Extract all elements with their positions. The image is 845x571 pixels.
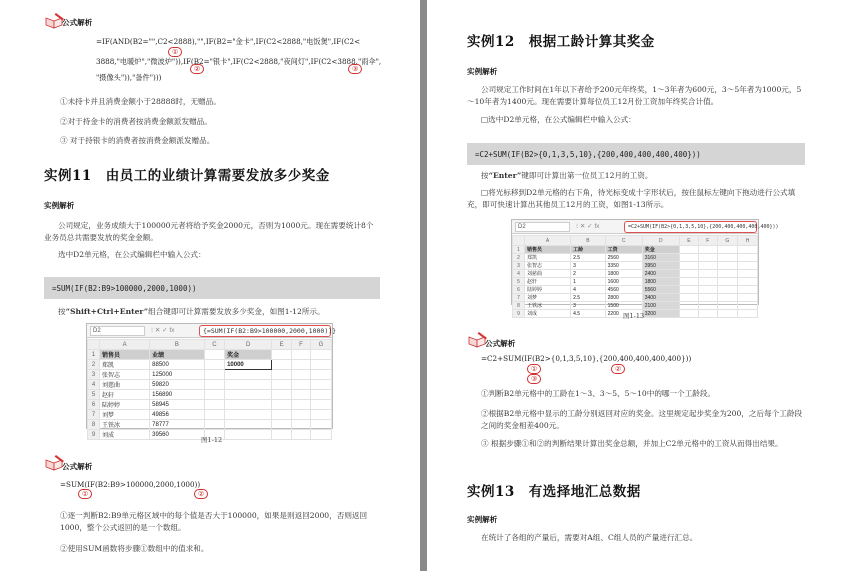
filled-cell[interactable]: 5560 <box>642 286 679 294</box>
col-header[interactable]: B <box>571 236 606 246</box>
cell[interactable] <box>204 390 224 400</box>
cell[interactable] <box>717 246 737 254</box>
col-header[interactable]: E <box>272 340 292 350</box>
cell[interactable] <box>291 430 310 440</box>
cell[interactable] <box>225 410 272 420</box>
filled-cell[interactable]: 3400 <box>642 294 679 302</box>
cell[interactable]: 2200 <box>605 310 642 318</box>
col-header[interactable]: A <box>100 340 150 350</box>
cell[interactable] <box>272 350 292 360</box>
row-number[interactable]: 2 <box>513 254 525 262</box>
example-11-subhead: 实例解析 <box>44 201 75 210</box>
cell[interactable]: 125000 <box>150 370 205 380</box>
analysis-point-2: ②根据B2单元格中显示的工龄分别返回对应的奖金。这里规定起步奖金为200，之后每个工龄段之间的奖金相差400元。 <box>481 409 803 430</box>
example-13-para1: 在统计了各组的产量后，需要对A组、C组人员的产量进行汇总。 <box>481 533 698 542</box>
cell[interactable]: 2 <box>571 270 606 278</box>
spreadsheet-figure-1-12 <box>86 323 337 439</box>
cell[interactable]: 刘梦 <box>525 294 571 302</box>
formula-text-line3: "摄像头")),"备件"))) <box>96 73 162 82</box>
shortcut-key: “Shift+Ctrl+Enter” <box>65 307 149 316</box>
analysis-point-1: ①判断B2单元格中的工龄在1～3、3～5、5～10中的哪一个工龄段。 <box>481 389 716 398</box>
row-number[interactable]: 4 <box>88 380 100 390</box>
cell[interactable] <box>679 270 698 278</box>
filled-cell[interactable]: 3200 <box>642 310 679 318</box>
cell[interactable] <box>291 420 310 430</box>
cell[interactable] <box>717 294 737 302</box>
example-13-title: 实例13 有选择地汇总数据 <box>467 484 641 500</box>
selected-cell[interactable]: 10000 <box>225 360 272 370</box>
left-page <box>0 0 420 571</box>
example-13-subhead: 实例解析 <box>467 515 498 524</box>
cell[interactable] <box>699 262 718 270</box>
cell[interactable]: 39560 <box>150 430 205 440</box>
cell[interactable] <box>291 400 310 410</box>
row-number[interactable]: 3 <box>513 262 525 270</box>
cell[interactable] <box>738 294 758 302</box>
cell[interactable] <box>310 380 331 390</box>
col-header[interactable]: E <box>679 236 698 246</box>
col-header[interactable]: D <box>642 236 679 246</box>
cell[interactable]: 赵轩 <box>100 390 150 400</box>
cell[interactable] <box>272 370 292 380</box>
row-number[interactable]: 1 <box>88 350 100 360</box>
cell[interactable]: 2800 <box>605 294 642 302</box>
cell[interactable]: 88500 <box>150 360 205 370</box>
col-header[interactable]: C <box>204 340 224 350</box>
filled-cell[interactable]: 2400 <box>642 270 679 278</box>
row-number[interactable]: 7 <box>88 410 100 420</box>
cell[interactable]: 3 <box>571 262 606 270</box>
cell[interactable] <box>738 310 758 318</box>
cell[interactable]: 78777 <box>150 420 205 430</box>
formula-bar <box>512 220 779 234</box>
row-number[interactable]: 3 <box>88 370 100 380</box>
marker-1: ① <box>168 47 182 57</box>
row-number[interactable]: 9 <box>88 430 100 440</box>
row-number[interactable]: 6 <box>513 286 525 294</box>
col-header[interactable]: C <box>605 236 642 246</box>
example-12-para2: □选中D2单元格，在公式编辑栏中输入公式： <box>481 115 636 124</box>
example-12-para1: 公司规定工作时间在1年以下者给予200元年终奖，1～3年者为600元，3～5年者为1000元，5～10年者为1400元。现在需要计算每位员工12月份工资加年终奖合计值。 <box>467 85 802 106</box>
cell[interactable] <box>291 380 310 390</box>
cell[interactable]: 刘慈曲 <box>525 270 571 278</box>
right-page <box>427 0 845 571</box>
cell[interactable]: 张智志 <box>100 370 150 380</box>
cell[interactable]: 王铁冰 <box>525 302 571 310</box>
cell[interactable] <box>717 302 737 310</box>
cell[interactable]: 赵轩 <box>525 278 571 286</box>
cell[interactable] <box>204 380 224 390</box>
formula-bar-icons: ⁝ ✕ ✓ fx <box>151 327 175 334</box>
analysis-formula: =SUM(IF(B2:B9>100000,2000,1000)) <box>60 480 201 489</box>
table-header-cell[interactable]: 工龄 <box>571 246 606 254</box>
example-11-para3 <box>58 306 380 318</box>
page-gutter <box>420 0 427 571</box>
cell[interactable] <box>699 310 718 318</box>
cell[interactable] <box>679 294 698 302</box>
cell[interactable] <box>225 420 272 430</box>
col-header[interactable]: A <box>525 236 571 246</box>
figure-caption-1-12: 图1-12 <box>201 436 223 444</box>
cell[interactable] <box>738 270 758 278</box>
cell[interactable] <box>717 262 737 270</box>
cell[interactable]: 郑凯 <box>100 360 150 370</box>
para3-suffix: 组合键即可计算需要发放多少奖金，如图1-12所示。 <box>148 307 325 316</box>
table-header-cell[interactable]: 业绩 <box>150 350 205 360</box>
example-12-para3 <box>481 170 805 182</box>
cell[interactable] <box>272 400 292 410</box>
table-header-cell[interactable]: 奖金 <box>225 350 272 360</box>
example-11-para2: 选中D2单元格，在公式编辑栏中输入公式： <box>58 250 206 259</box>
formula-text-line2: 3888,"电暖炉","微波炉")),IF(B2="银卡",IF(C2<2888,"夜间灯",IF(C2<3888,"雨伞", <box>96 57 382 66</box>
example-11-para1: 公司规定，业务成绩大于100000元者将给予奖金2000元，否则为1000元。现在需要统计8个业务员总共需要发放的奖金金额。 <box>44 221 374 242</box>
cell[interactable] <box>225 370 272 380</box>
cell[interactable]: 2.5 <box>571 254 606 262</box>
formula-code-block <box>467 143 805 165</box>
shortcut-key: “Enter” <box>488 171 522 180</box>
analysis-point-1: ①未持卡并且消费金额小于28888时，无赠品。 <box>60 97 221 106</box>
cell[interactable]: 刘慈曲 <box>100 380 150 390</box>
cell[interactable]: 4560 <box>605 286 642 294</box>
cell[interactable] <box>204 370 224 380</box>
table-header-cell[interactable]: 销售员 <box>525 246 571 254</box>
cell[interactable] <box>204 350 224 360</box>
cell[interactable] <box>291 350 310 360</box>
para3-prefix: 按 <box>481 171 489 180</box>
cell[interactable] <box>225 380 272 390</box>
cell[interactable]: 王铁冰 <box>100 420 150 430</box>
formula-code-block <box>44 277 380 299</box>
cell[interactable] <box>717 310 737 318</box>
marker-2: ② <box>194 489 208 499</box>
cell[interactable] <box>699 302 718 310</box>
cell[interactable]: 2560 <box>605 254 642 262</box>
cell[interactable] <box>738 302 758 310</box>
cell[interactable] <box>272 380 292 390</box>
cell[interactable] <box>738 246 758 254</box>
col-header[interactable]: D <box>225 340 272 350</box>
cell[interactable]: 2.5 <box>571 294 606 302</box>
cell[interactable] <box>699 246 718 254</box>
row-number[interactable]: 4 <box>513 270 525 278</box>
cell[interactable]: 1500 <box>605 302 642 310</box>
cell[interactable] <box>310 420 331 430</box>
example-11-title: 实例11 由员工的业绩计算需要发放多少奖金 <box>44 168 330 184</box>
cell[interactable]: 1800 <box>605 270 642 278</box>
marker-2: ② <box>190 64 204 74</box>
formula-code: =C2+SUM(IF(B2>{0,1,3,5,10},{200,400,400,400,400})) <box>475 149 701 159</box>
cell[interactable] <box>310 390 331 400</box>
cell[interactable]: 49856 <box>150 410 205 420</box>
cell[interactable]: 刘梦 <box>100 410 150 420</box>
filled-cell[interactable]: 2100 <box>642 302 679 310</box>
name-box[interactable]: D2 <box>515 222 570 232</box>
marker-3: ③ <box>527 374 541 384</box>
cell[interactable] <box>291 390 310 400</box>
cell[interactable]: 张智志 <box>525 262 571 270</box>
cell[interactable] <box>679 254 698 262</box>
formula-code: =SUM(IF(B2:B9>100000,2000,1000)) <box>52 283 197 293</box>
filled-cell[interactable]: 3160 <box>642 254 679 262</box>
cell[interactable] <box>204 360 224 370</box>
cell[interactable] <box>204 400 224 410</box>
row-number[interactable]: 9 <box>513 310 525 318</box>
example-12-para4: □将光标移到D2单元格的右下角，待光标变成十字形状后，按住鼠标左键向下拖动进行公式填充，即可快速计算出其他员工12月的工资，如图1-13所示。 <box>467 188 796 209</box>
cell[interactable] <box>225 430 272 440</box>
cell[interactable] <box>699 278 718 286</box>
analysis-heading: 公式解析 <box>62 462 93 471</box>
row-number[interactable]: 1 <box>513 246 525 254</box>
cell[interactable] <box>717 270 737 278</box>
cell[interactable] <box>679 302 698 310</box>
example-12-title: 实例12 根据工龄计算其奖金 <box>467 34 655 50</box>
cell[interactable] <box>310 430 331 440</box>
cell[interactable] <box>204 420 224 430</box>
analysis-point-1: ①逐一判断B2:B9单元格区域中的每个值是否大于100000，如果是则返回2000，否则返回1000，整个公式返回的是一个数组。 <box>60 511 368 532</box>
example-12-subhead: 实例解析 <box>467 67 498 76</box>
analysis-heading: 公式解析 <box>62 18 93 27</box>
cell[interactable] <box>272 360 292 370</box>
name-box[interactable]: D2 <box>90 326 145 336</box>
cell[interactable]: 1600 <box>605 278 642 286</box>
para3-suffix: 键即可计算出第一位员工12月的工资。 <box>521 171 653 180</box>
formula-text-line1: =IF(AND(B2="",C2<2888),"",IF(B2="金卡",IF(C2<2888,"电饭煲",IF(C2< <box>96 37 361 46</box>
cell[interactable] <box>738 286 758 294</box>
analysis-formula: =C2+SUM(IF(B2>{0,1,3,5,10},{200,400,400,400,400})) <box>481 354 692 363</box>
formula-bar-text[interactable]: {=SUM(IF(B2:B9>100000,2000,1000))} <box>199 325 331 337</box>
table-header-cell[interactable]: 销售员 <box>100 350 150 360</box>
cell[interactable] <box>679 262 698 270</box>
table-header-cell[interactable]: 奖金 <box>642 246 679 254</box>
table-header-cell[interactable]: 工资 <box>605 246 642 254</box>
cell[interactable] <box>717 254 737 262</box>
cell[interactable] <box>310 360 331 370</box>
cell[interactable]: 郑凯 <box>525 254 571 262</box>
cell[interactable]: 3 <box>571 302 606 310</box>
cell[interactable] <box>717 278 737 286</box>
cell[interactable]: 刘成 <box>525 310 571 318</box>
cell[interactable] <box>291 370 310 380</box>
row-number[interactable]: 8 <box>513 302 525 310</box>
cell[interactable] <box>310 400 331 410</box>
col-header[interactable]: F <box>291 340 310 350</box>
cell[interactable] <box>679 278 698 286</box>
cell[interactable] <box>272 410 292 420</box>
figure-caption-1-13: 图1-13 <box>623 312 645 320</box>
sheet-grid <box>87 339 332 439</box>
formula-bar-icons: ⁝ ✕ ✓ fx <box>576 223 600 230</box>
analysis-heading: 公式解析 <box>485 339 516 348</box>
cell[interactable]: 3350 <box>605 262 642 270</box>
cell[interactable]: 59820 <box>150 380 205 390</box>
cell[interactable] <box>310 370 331 380</box>
cell[interactable] <box>738 278 758 286</box>
cell[interactable] <box>272 390 292 400</box>
row-number[interactable]: 2 <box>88 360 100 370</box>
formula-bar <box>87 324 337 338</box>
row-number[interactable]: 5 <box>513 278 525 286</box>
cell[interactable] <box>679 310 698 318</box>
cell[interactable] <box>699 254 718 262</box>
cell[interactable] <box>225 400 272 410</box>
cell[interactable]: 1 <box>571 278 606 286</box>
cell[interactable] <box>738 254 758 262</box>
cell[interactable] <box>699 270 718 278</box>
cell[interactable] <box>272 430 292 440</box>
formula-bar-text[interactable]: =C2+SUM(IF(B2>{0,1,3,5,10},{200,400,400,400,400})) <box>624 221 757 233</box>
analysis-point-2: ②对于持金卡的消费者按消费金额派发赠品。 <box>60 117 212 126</box>
cell[interactable]: 4.5 <box>571 310 606 318</box>
cell[interactable]: 陆婷婷 <box>525 286 571 294</box>
filled-cell[interactable]: 3950 <box>642 262 679 270</box>
row-number[interactable]: 5 <box>88 390 100 400</box>
row-number[interactable]: 7 <box>513 294 525 302</box>
cell[interactable] <box>291 360 310 370</box>
cell[interactable]: 刘成 <box>100 430 150 440</box>
corner-cell <box>88 340 100 350</box>
cell[interactable] <box>738 262 758 270</box>
corner-cell <box>513 236 525 246</box>
marker-2: ② <box>611 364 625 374</box>
cell[interactable] <box>204 410 224 420</box>
cell[interactable]: 156890 <box>150 390 205 400</box>
cell[interactable] <box>699 286 718 294</box>
filled-cell[interactable]: 1800 <box>642 278 679 286</box>
cell[interactable] <box>679 246 698 254</box>
analysis-point-3: ③ 对于持银卡的消费者按消费金额派发赠品。 <box>60 136 215 145</box>
analysis-point-2: ②使用SUM函数将步骤①数组中的值求和。 <box>60 544 209 553</box>
col-header[interactable]: B <box>150 340 205 350</box>
cell[interactable]: 陆婷婷 <box>100 400 150 410</box>
cell[interactable] <box>291 410 310 420</box>
marker-3: ③ <box>348 64 362 74</box>
cell[interactable] <box>272 420 292 430</box>
para3-prefix: 按 <box>58 307 66 316</box>
marker-1: ① <box>527 364 541 374</box>
cell[interactable] <box>699 294 718 302</box>
cell[interactable] <box>310 410 331 420</box>
col-header[interactable]: G <box>310 340 331 350</box>
row-number[interactable]: 8 <box>88 420 100 430</box>
col-header[interactable]: H <box>738 236 758 246</box>
cell[interactable] <box>679 286 698 294</box>
marker-1: ① <box>78 489 92 499</box>
cell[interactable] <box>310 350 331 360</box>
cell[interactable]: 4 <box>571 286 606 294</box>
analysis-point-3: ③ 根据步骤①和②的判断结果计算出奖金总额，并加上C2单元格中的工资从而得出结果。 <box>481 439 783 448</box>
cell[interactable]: 58945 <box>150 400 205 410</box>
col-header[interactable]: G <box>717 236 737 246</box>
col-header[interactable]: F <box>699 236 718 246</box>
row-number[interactable]: 6 <box>88 400 100 410</box>
cell[interactable] <box>717 286 737 294</box>
cell[interactable] <box>225 390 272 400</box>
